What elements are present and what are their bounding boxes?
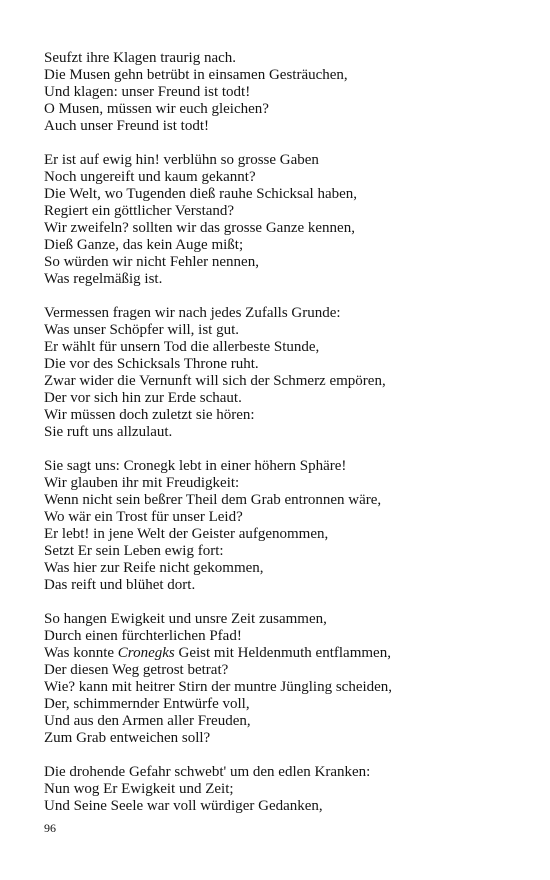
poem-line: Sie sagt uns: Cronegk lebt in einer höhern Sphäre! [44, 458, 347, 474]
poem-line: Und aus den Armen aller Freuden, [44, 713, 251, 729]
poem-line: Wie? kann mit heitrer Stirn der muntre Jüngling scheiden, [44, 679, 393, 695]
poem-line: So würden wir nicht Fehler nennen, [44, 254, 259, 270]
poem-line: Wir müssen doch zuletzt sie hören: [44, 407, 255, 423]
poem-line: Noch ungereift und kaum gekannt? [44, 169, 256, 185]
poem-line [44, 645, 514, 662]
poem-line: Der diesen Weg getrost betrat? [44, 662, 229, 678]
italic-name: Cronegks [117, 645, 175, 661]
poem-line: Setzt Er sein Leben ewig fort: [44, 543, 224, 559]
poem-line: Auch unser Freund ist todt! [44, 118, 209, 134]
poem-line: Sie ruft uns allzulaut. [44, 424, 173, 440]
poem-line: O Musen, müssen wir euch gleichen? [44, 101, 269, 117]
poem-line: Und klagen: unser Freund ist todt! [44, 84, 251, 100]
stanza [44, 764, 514, 815]
poem-line: Er lebt! in jene Welt der Geister aufgenommen, [44, 526, 329, 542]
poem-line: Vermessen fragen wir nach jedes Zufalls Grunde: [44, 305, 341, 321]
poem-line: Dieß Ganze, das kein Auge mißt; [44, 237, 244, 253]
poem-line: Wo wär ein Trost für unser Leid? [44, 509, 243, 525]
poem-line: Der, schimmernder Entwürfe voll, [44, 696, 250, 712]
poem-line: Wenn nicht sein beßrer Theil dem Grab entronnen wäre, [44, 492, 382, 508]
poem-line: Seufzt ihre Klagen traurig nach. [44, 50, 237, 66]
stanza [44, 152, 514, 288]
poem-text [44, 50, 514, 832]
line-segment: Was konnte [44, 645, 118, 661]
poem-line: Die Musen gehn betrübt in einsamen Gesträuchen, [44, 67, 348, 83]
poem-line: Das reift und blühet dort. [44, 577, 196, 593]
poem-line: Zwar wider die Vernunft will sich der Schmerz empören, [44, 373, 386, 389]
poem-line: Der vor sich hin zur Erde schaut. [44, 390, 242, 406]
poem-line: Was regelmäßig ist. [44, 271, 163, 287]
poem-line: So hangen Ewigkeit und unsre Zeit zusammen, [44, 611, 327, 627]
line-segment: Geist mit Heldenmuth entflammen, [174, 645, 391, 661]
poem-line: Durch einen fürchterlichen Pfad! [44, 628, 242, 644]
stanza [44, 611, 514, 747]
poem-line: Nun wog Er Ewigkeit und Zeit; [44, 781, 234, 797]
stanza [44, 458, 514, 594]
poem-line: Und Seine Seele war voll würdiger Gedanken, [44, 798, 323, 814]
page-number: 96 [44, 821, 56, 835]
poem-line: Was unser Schöpfer will, ist gut. [44, 322, 240, 338]
poem-line: Er ist auf ewig hin! verblühn so grosse Gaben [44, 152, 319, 168]
poem-line: Wir glauben ihr mit Freudigkeit: [44, 475, 240, 491]
poem-line: Was hier zur Reife nicht gekommen, [44, 560, 264, 576]
poem-line: Regiert ein göttlicher Verstand? [44, 203, 235, 219]
poem-line: Wir zweifeln? sollten wir das grosse Ganze kennen, [44, 220, 355, 236]
stanza [44, 50, 514, 135]
poem-line: Die drohende Gefahr schwebt' um den edlen Kranken: [44, 764, 371, 780]
poem-line: Zum Grab entweichen soll? [44, 730, 211, 746]
poem-line: Er wählt für unsern Tod die allerbeste Stunde, [44, 339, 320, 355]
stanza [44, 305, 514, 441]
poem-line: Die vor des Schicksals Throne ruht. [44, 356, 259, 372]
poem-line: Die Welt, wo Tugenden dieß rauhe Schicksal haben, [44, 186, 358, 202]
